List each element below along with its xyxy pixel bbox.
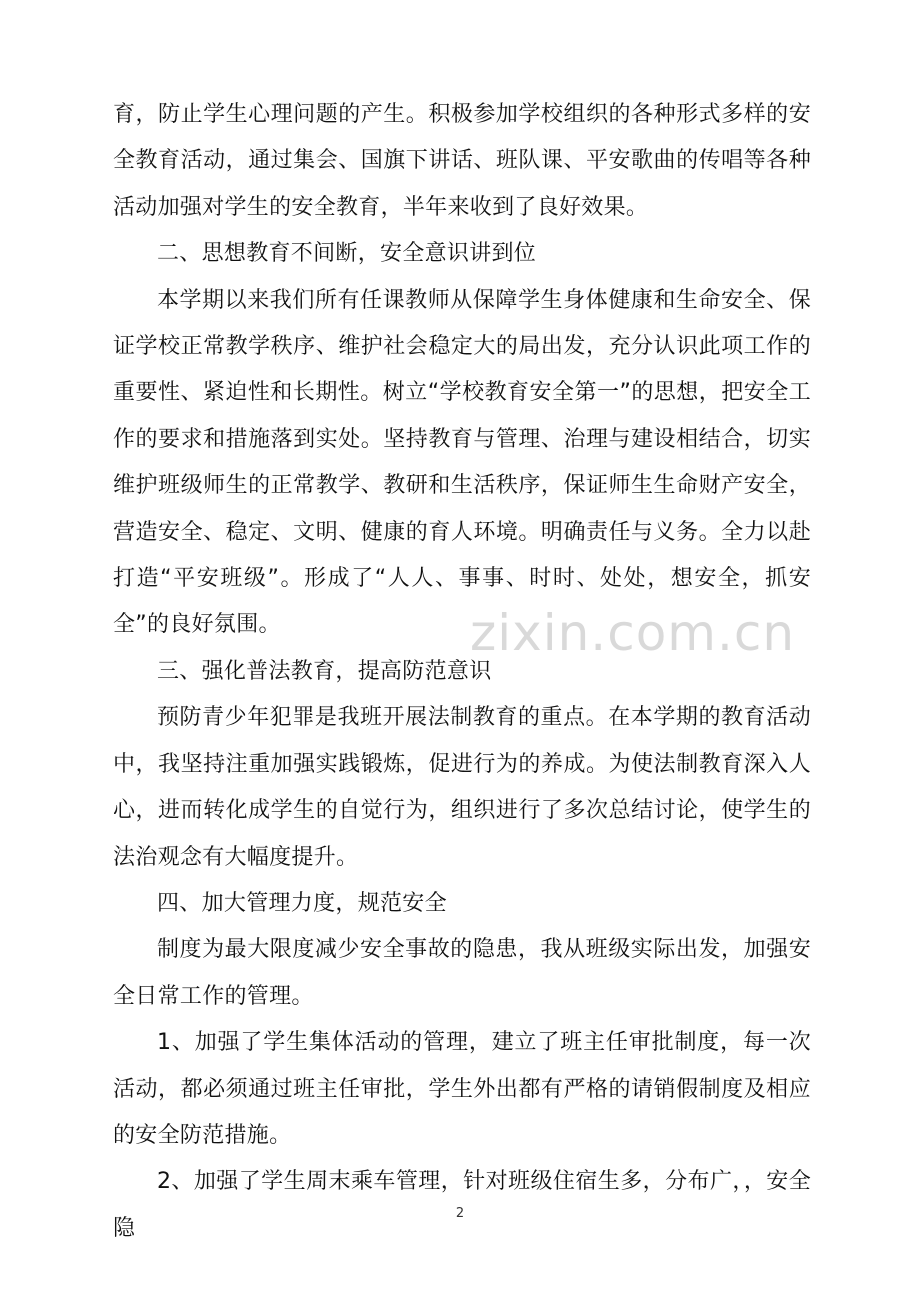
document-body [113,92,811,1252]
section-heading-2: 二、思想教育不间断，安全意识讲到位 [157,241,537,267]
list-item-1: 1、加强了学生集体活动的管理，建立了班主任审批制度，每一次活动，都必须通过班主任审批，学生外出都有严格的请销假制度及相应的安全防范措施。 [113,1030,811,1148]
section-heading-4: 四、加大管理力度，规范安全 [157,890,447,916]
paragraph-section-2: 本学期以来我们所有任课教师从保障学生身体健康和生命安全、保证学校正常教学秩序、维护社会稳定大的局出发，充分认识此项工作的重要性、紧迫性和长期性。树立“学校教育安全第一”的思想，把安全工作的要求和措施落到实处。坚持教育与管理、治理与建设相结合，切实维护班级师生的正常教学、教研和生活秩序，保证师生生命财产安全，营造安全、稳定、文明、健康的育人环境。明确责任与义务。全力以赴打造“平安班级”。形成了“人人、事事、时时、处处，想安全，抓安全”的良好氛围。 [113,287,811,638]
paragraph-continued: 育，防止学生心理问题的产生。积极参加学校组织的各种形式多样的安全教育活动，通过集会、国旗下讲话、班队课、平安歌曲的传唱等各种活动加强对学生的安全教育，半年来收到了良好效果。 [113,102,811,220]
paragraph-section-3: 预防青少年犯罪是我班开展法制教育的重点。在本学期的教育活动中，我坚持注重加强实践锻炼，促进行为的养成。为使法制教育深入人心，进而转化成学生的自觉行为，组织进行了多次总结讨论，使学生的法治观念有大幅度提升。 [113,705,811,870]
section-heading-3: 三、强化普法教育，提高防范意识 [157,658,492,684]
paragraph-section-4: 制度为最大限度减少安全事故的隐患，我从班级实际出发，加强安全日常工作的管理。 [113,937,811,1009]
list-item-2: 2、加强了学生周末乘车管理，针对班级住宿生多，分布广，，安全隐 [113,1169,811,1241]
watermark: zixin.com.cn [470,604,796,662]
page-number: 2 [455,1206,465,1221]
